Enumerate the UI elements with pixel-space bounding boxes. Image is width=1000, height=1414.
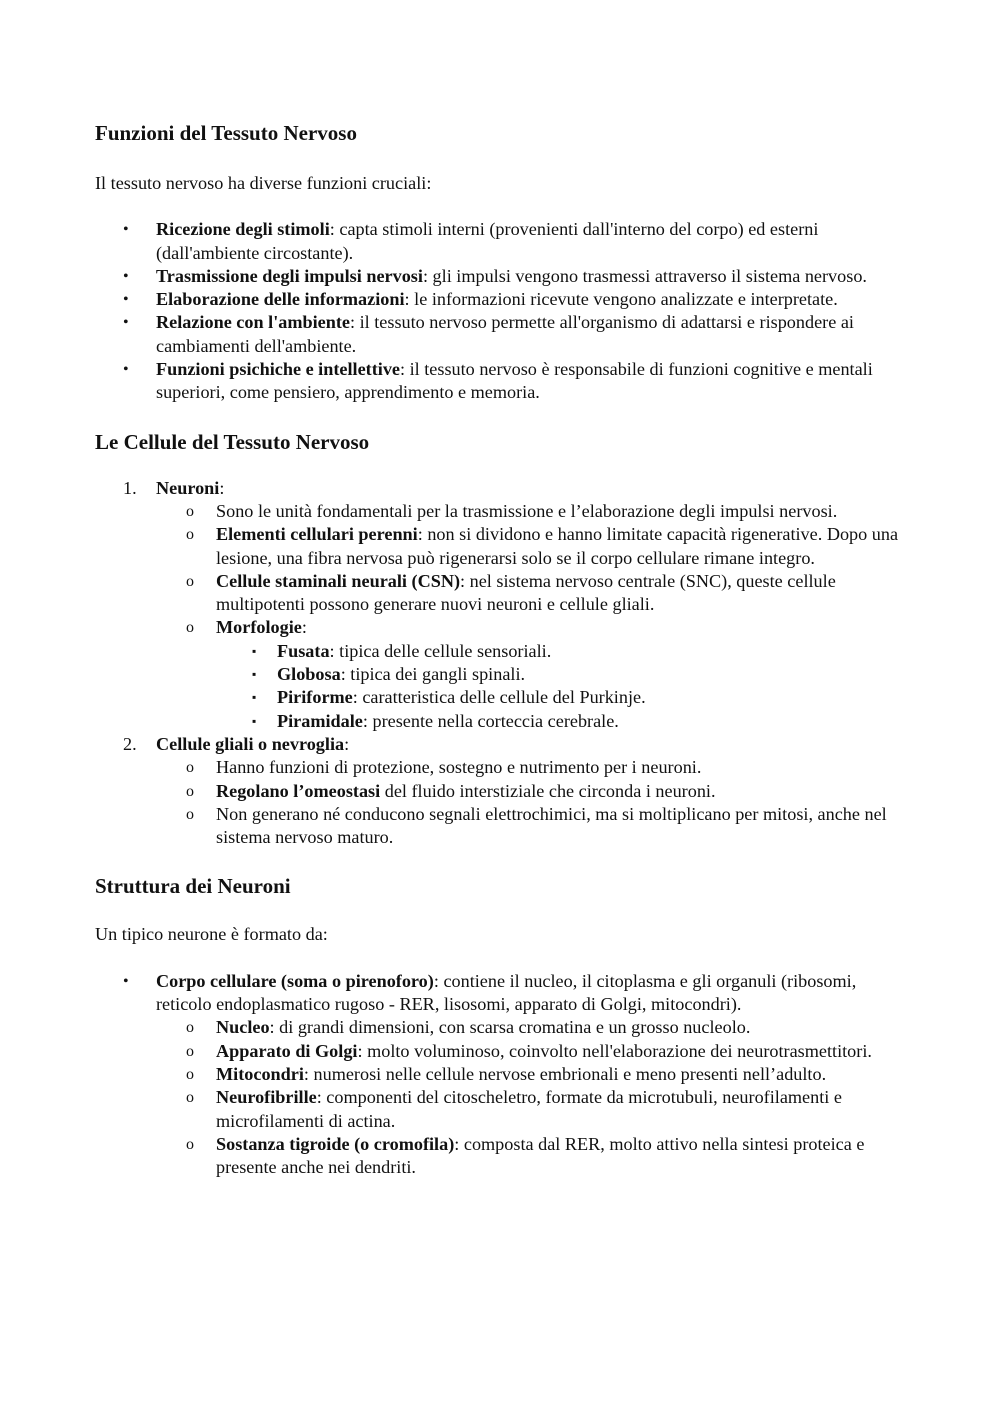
- item-text: :: [219, 477, 225, 498]
- list-item: [95, 288, 910, 311]
- item-text: : capta stimoli interni (provenienti dall'interno del corpo) ed esterni (dall'ambiente circostante).: [156, 219, 819, 263]
- sub-list-item: [95, 1016, 910, 1039]
- item-text: : nel sistema nervoso centrale (SNC), queste cellule multipotenti possono generare nuovi neuroni e cellule gliali.: [216, 570, 836, 615]
- circle-marker: o: [186, 1135, 194, 1153]
- item-text: : molto voluminoso, coinvolto nell'elaborazione dei neurotrasmettitori.: [357, 1040, 872, 1061]
- item-term: Morfologie: [216, 617, 302, 638]
- bullet-marker: •: [123, 221, 129, 239]
- heading-struttura: Struttura dei Neuroni: [95, 874, 291, 899]
- sub-sub-list-item: [95, 710, 910, 733]
- bullet-marker: •: [123, 361, 129, 379]
- bullet-marker: •: [123, 291, 129, 309]
- item-term: Apparato di Golgi: [216, 1040, 358, 1061]
- sub-sub-list-item: [95, 686, 910, 709]
- square-marker: ▪: [252, 713, 257, 728]
- item-text: : caratteristica delle cellule del Purkinje.: [352, 687, 646, 708]
- item-term: Neuroni: [156, 477, 220, 498]
- list-struttura: [95, 970, 910, 1180]
- item-text: : tipica dei gangli spinali.: [340, 664, 526, 685]
- sub-list-item: [95, 570, 910, 617]
- sub-list-item: [95, 1040, 910, 1063]
- item-text: : tipica delle cellule sensoriali.: [329, 640, 552, 661]
- item-term: Sostanza tigroide (o cromofila): [216, 1133, 455, 1154]
- item-text: : di grandi dimensioni, con scarsa cromatina e un grosso nucleolo.: [269, 1017, 751, 1038]
- list-item: [95, 311, 910, 358]
- item-text: : il tessuto nervoso è responsabile di funzioni cognitive e mentali superiori, come pensiero, apprendimento e memoria.: [156, 359, 873, 403]
- item-term: Relazione con l'ambiente: [156, 312, 350, 333]
- sub-sub-list-item: [95, 663, 910, 686]
- item-text: Non generano né conducono segnali elettrochimici, ma si moltiplicano per mitosi, anche nel sistema nervoso maturo.: [216, 803, 887, 848]
- bullet-marker: •: [123, 972, 129, 990]
- list-item-neuroni: [95, 477, 910, 500]
- circle-marker: o: [186, 1019, 194, 1037]
- item-term: Neurofibrille: [216, 1087, 317, 1108]
- sub-list-item: [95, 1086, 910, 1133]
- heading-cellule: Le Cellule del Tessuto Nervoso: [95, 429, 370, 454]
- item-text: del fluido interstiziale che circonda i neuroni.: [380, 780, 716, 801]
- circle-marker: o: [186, 572, 194, 590]
- circle-marker: o: [186, 1089, 194, 1107]
- sub-list-item: [95, 1063, 910, 1086]
- item-text: : non si dividono e hanno limitate capacità rigenerative. Dopo una lesione, una fibra nervosa può rigenerarsi solo se il corpo cellulare rimane integro.: [216, 524, 899, 568]
- circle-marker: o: [186, 1042, 194, 1060]
- item-text: : contiene il nucleo, il citoplasma e gli organuli (ribosomi, reticolo endoplasmatico rugoso - RER, lisosomi, apparato di Golgi, mitocondri).: [156, 970, 857, 1015]
- item-term: Cellule gliali o nevroglia: [156, 733, 345, 754]
- document-content: [95, 120, 910, 1179]
- intro-funzioni: Il tessuto nervoso ha diverse funzioni cruciali:: [95, 173, 432, 193]
- item-term: Trasmissione degli impulsi nervosi: [156, 265, 423, 286]
- list-cellule: [95, 477, 910, 850]
- circle-marker: o: [186, 805, 194, 823]
- item-text: Hanno funzioni di protezione, sostegno e nutrimento per i neuroni.: [216, 757, 702, 778]
- circle-marker: o: [186, 759, 194, 777]
- item-text: : gli impulsi vengono trasmessi attraverso il sistema nervoso.: [422, 265, 867, 286]
- sub-list-item: [95, 803, 910, 850]
- number-marker: 1.: [123, 477, 137, 498]
- square-marker: ▪: [252, 667, 257, 682]
- item-text: Sono le unità fondamentali per la trasmissione e l’elaborazione degli impulsi nervosi.: [216, 500, 838, 521]
- item-term: Cellule staminali neurali (CSN): [216, 570, 461, 591]
- item-text: : componenti del citoscheletro, formate da microtubuli, neurofilamenti e microfilamenti di actina.: [216, 1087, 842, 1131]
- list-item: [95, 358, 910, 405]
- bullet-marker: •: [123, 314, 129, 332]
- item-term: Corpo cellulare (soma o pirenoforo): [156, 970, 434, 991]
- item-term: Fusata: [277, 640, 330, 661]
- number-marker: 2.: [123, 733, 137, 754]
- circle-marker: o: [186, 526, 194, 544]
- item-term: Piriforme: [277, 687, 353, 708]
- item-term: Ricezione degli stimoli: [156, 219, 330, 240]
- circle-marker: o: [186, 619, 194, 637]
- item-term: Nucleo: [216, 1017, 270, 1038]
- list-item-corpo: [95, 970, 910, 1017]
- item-term: Elaborazione delle informazioni: [156, 289, 405, 310]
- sub-list-item: [95, 500, 910, 523]
- square-marker: ▪: [252, 690, 257, 705]
- item-text: : le informazioni ricevute vengono analizzate e interpretate.: [404, 289, 838, 310]
- item-text: :: [301, 617, 307, 638]
- list-item-glia: [95, 733, 910, 756]
- circle-marker: o: [186, 782, 194, 800]
- list-funzioni: [95, 218, 910, 404]
- item-term: Regolano l’omeostasi: [216, 780, 381, 801]
- list-item: [95, 218, 910, 265]
- list-item: [95, 265, 910, 288]
- sub-list-item: [95, 756, 910, 779]
- intro-struttura: Un tipico neurone è formato da:: [95, 924, 328, 945]
- sub-sub-list-item: [95, 640, 910, 663]
- item-term: Mitocondri: [216, 1063, 304, 1084]
- item-text: : il tessuto nervoso permette all'organismo di adattarsi e rispondere ai cambiamenti dell'ambiente.: [156, 312, 854, 356]
- square-marker: ▪: [252, 643, 257, 658]
- circle-marker: o: [186, 1065, 194, 1083]
- sub-list-item: [95, 616, 910, 639]
- item-text: :: [344, 733, 350, 754]
- bullet-marker: •: [123, 267, 129, 285]
- sub-list-item: [95, 780, 910, 803]
- sub-list-item: [95, 1133, 910, 1180]
- item-term: Globosa: [277, 664, 341, 685]
- item-text: : numerosi nelle cellule nervose embrionali e meno presenti nell’adulto.: [303, 1063, 827, 1084]
- item-term: Elementi cellulari perenni: [216, 524, 418, 545]
- item-text: : presente nella corteccia cerebrale.: [362, 710, 619, 731]
- circle-marker: o: [186, 502, 194, 520]
- item-text: : composta dal RER, molto attivo nella sintesi proteica e presente anche nei dendriti.: [216, 1133, 865, 1178]
- heading-funzioni: Funzioni del Tessuto Nervoso: [95, 121, 357, 145]
- item-term: Funzioni psichiche e intellettive: [156, 359, 400, 380]
- item-term: Piramidale: [277, 710, 363, 731]
- sub-list-item: [95, 523, 910, 570]
